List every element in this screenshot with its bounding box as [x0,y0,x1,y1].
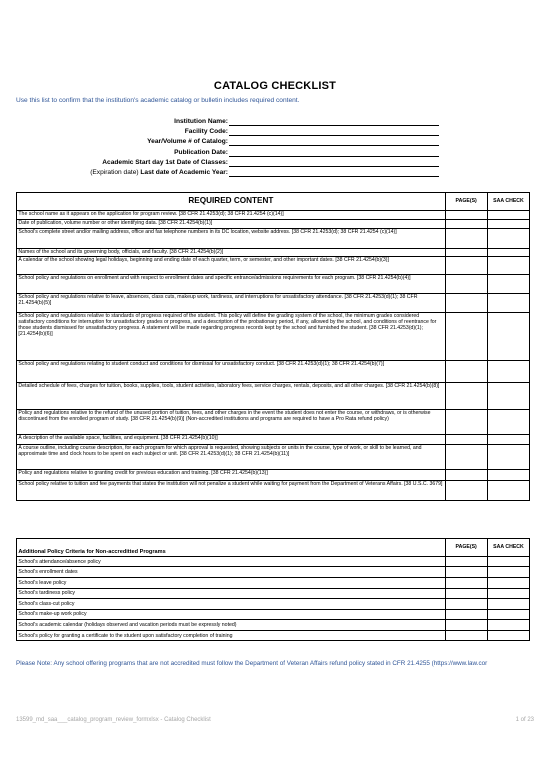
saa-check-cell[interactable] [487,480,530,500]
requirement-text: School policy and regulations on enrollment and with respect to enrollment dates and specific entrance/admissions requirements for each program. [38 CFR 21.4254(b)(4)] [17,274,446,293]
saa-check-cell[interactable] [487,469,530,480]
table-row [17,434,530,444]
info-label [174,118,228,125]
saa-check-column-header: SAA CHECK [487,539,530,557]
info-label-prefix: (Expiration date) [90,168,141,176]
info-row [0,158,550,168]
saa-check-column-header: SAA CHECK [487,193,530,211]
saa-check-cell[interactable] [487,434,530,444]
table-header-row [17,193,530,211]
requirement-text: School policy and regulations relative to leave, absences, class cuts, makeup work, tardiness, and interruptions for unsatisfactory attendance. [38 CFR 21.4253(d)(1); 38 CFR 21.4254(b)(5)] [17,293,446,312]
footer-page-number: 1 of 23 [515,717,534,723]
table-row [17,567,530,578]
info-label-text: Institution Name: [174,118,228,125]
saa-check-cell[interactable] [487,312,530,360]
requirement-text: Policy and regulations relative to granting credit for previous education and training. [38 CFR 21.4254(b)(13)] [17,469,446,480]
info-input-line[interactable] [229,145,439,146]
pages-cell[interactable] [445,256,487,274]
table-row [17,588,530,599]
info-row [0,168,550,178]
saa-check-cell[interactable] [487,620,530,631]
requirement-text: A description of the available space, facilities, and equipment. [38 CFR 21.4254(b)(10)] [17,434,446,444]
table-row [17,274,530,293]
info-input-line[interactable] [229,135,439,136]
pages-cell[interactable] [445,609,487,620]
institution-info-block [0,117,550,178]
saa-check-cell[interactable] [487,409,530,434]
info-input-line[interactable] [229,156,439,157]
pages-cell[interactable] [445,274,487,293]
requirement-text: The school name as it appears on the application for program review. [38 CFR 21.4253(d); 38 CFR 21.4254 (c)(14)] [17,210,446,219]
policy-criteria-text: School's enrollment dates [17,567,446,578]
saa-check-cell[interactable] [487,274,530,293]
policy-criteria-text: School's tardiness policy [17,588,446,599]
table-row [17,620,530,631]
saa-check-cell[interactable] [487,256,530,274]
pages-cell[interactable] [445,567,487,578]
pages-cell[interactable] [445,599,487,610]
policy-criteria-text: School's make-up work policy [17,609,446,620]
info-label-text: Year/Volume # of Catalog: [147,138,228,146]
pages-cell[interactable] [445,360,487,382]
info-label-text: Last date of Academic Year: [140,168,228,176]
pages-cell[interactable] [445,228,487,248]
requirement-text: A calendar of the school showing legal holidays, beginning and ending date of each quarter, term, or semester, and other important dates. [38 CFR 21.4254(b)(3)] [17,256,446,274]
policy-criteria-text: School's class-cut policy [17,599,446,610]
table-row [17,228,530,248]
pages-cell[interactable] [445,409,487,434]
pages-cell[interactable] [445,588,487,599]
pages-cell[interactable] [445,556,487,567]
page-title: CATALOG CHECKLIST [213,80,337,92]
saa-check-cell[interactable] [487,444,530,469]
table-row [17,219,530,228]
pages-cell[interactable] [445,248,487,256]
saa-check-cell[interactable] [487,588,530,599]
info-row [0,148,550,158]
info-input-line[interactable] [229,166,439,167]
info-label [90,169,228,176]
pages-cell[interactable] [445,577,487,588]
additional-policy-table [16,538,530,641]
table-header-row [17,539,530,557]
pages-cell[interactable] [445,219,487,228]
required-content-table [16,192,530,501]
table-row [17,630,530,641]
saa-check-cell[interactable] [487,360,530,382]
info-label-text: Academic Start day 1st Date of Classes: [102,158,228,166]
table-row [17,382,530,409]
saa-check-cell[interactable] [487,248,530,256]
info-row [0,117,550,127]
requirement-text: School's complete street and/or mailing address, office and fax telephone numbers in its DC location, website address. [38 CFR 21.4253(d); 38 CFR 21.4254 (c)(14)] [17,228,446,248]
table-row [17,256,530,274]
pages-cell[interactable] [445,210,487,219]
info-input-line[interactable] [229,176,439,177]
page-subtitle: Use this list to confirm that the institution's academic catalog or bulletin includes required content. [16,97,300,104]
pages-cell[interactable] [445,434,487,444]
table-row [17,312,530,360]
pages-cell[interactable] [445,630,487,641]
table-row [17,556,530,567]
saa-check-cell[interactable] [487,556,530,567]
pages-cell[interactable] [445,312,487,360]
saa-check-cell[interactable] [487,599,530,610]
policy-criteria-text: School's policy for granting a certificate to the student upon satisfactory completion of training [17,630,446,641]
saa-check-cell[interactable] [487,228,530,248]
saa-check-cell[interactable] [487,567,530,578]
table-row [17,409,530,434]
requirement-text: School policy relative to tuition and fee payments that states the institution will not penalize a student while waiting for payment from the Department of Veterans Affairs. [38 U.S.C. 3679] [17,480,446,500]
required-content-header: REQUIRED CONTENT [17,193,446,211]
requirement-text: Date of publication, volume number or other identifying data. [38 CFR 21.4254(b)(1)] [17,219,446,228]
info-input-line[interactable] [229,125,439,126]
additional-policy-header: Additional Policy Criteria for Non-accreditted Programs [17,539,446,557]
requirement-text: Detailed schedule of fees, charges for tuition, books, supplies, tools, student activities, laboratory fees, service charges, rentals, deposits, and all other charges. [38 CFR 21.4254(b)(8)] [17,382,446,409]
table-row [17,210,530,219]
saa-check-cell[interactable] [487,577,530,588]
saa-check-cell[interactable] [487,609,530,620]
info-label [147,138,228,145]
table-row [17,609,530,620]
requirement-text: A course outline, including course description, for each program for which approval is requested, showing subjects or units in the course, type of work, or skill to be learned, and approximate time and clock hours to be spent on each subject or unit. [38 CFR 21.4253(d)(1); 38 CFR 21.4254(b)(11)] [17,444,446,469]
pages-column-header: PAGE(S) [445,539,487,557]
refund-policy-note: Please Note: Any school offering programs that are not accredited must follow the Department of Veteran Affairs refund policy stated in CFR 21.4255 (https://www.law.cor [16,660,488,667]
table-row [17,248,530,256]
info-label-text: Facility Code: [184,128,228,136]
saa-check-cell[interactable] [487,210,530,219]
pages-cell[interactable] [445,469,487,480]
pages-cell[interactable] [445,480,487,500]
requirement-text: School policy and regulations relative to standards of progress required of the student. This policy will define the grading system of the school, the minimum grades considered satisfactory conditions for interruption for unsatisfactory grades or progress, and a description of the probationary period, if any, allowed by the school, and conditions of reentrance for those students dismissed for unsatisfactory progress. A statement will be made regarding progress records kept by the school and furnished the student. [38 CFR 21.4253(d)(1); [21.4254(b)(6)] [17,312,446,360]
saa-check-cell[interactable] [487,293,530,312]
table-row [17,293,530,312]
table-row [17,599,530,610]
policy-criteria-text: School's academic calendar (holidays observed and vacation periods must be expressly noted) [17,620,446,631]
pages-cell[interactable] [445,293,487,312]
table-row [17,469,530,480]
requirement-text: Policy and regulations relative to the refund of the unused portion of tuition, fees, and other charges in the event the student does not enter the course, or withdraws, or is otherwise discontinued from the enrolled program of study. [38 CFR 21.4254(b)(9)] (Non-accredited institutions and programs are required to have a Pro Rata refund policy) [17,409,446,434]
table-row [17,480,530,500]
pages-column-header: PAGE(S) [445,193,487,211]
requirement-text: School policy and regulations relating to student conduct and conditions for dismissal for unsatisfactory conduct. [38 CFR 21.4253(d)(1); 38 CFR 21.4254(b)(7)] [17,360,446,382]
info-label [185,128,228,135]
info-label-text: Publication Date: [174,148,228,156]
saa-check-cell[interactable] [487,382,530,409]
info-label [174,149,228,156]
info-row [0,127,550,137]
pages-cell[interactable] [445,620,487,631]
saa-check-cell[interactable] [487,630,530,641]
table-row [17,360,530,382]
table-row [17,577,530,588]
table-row [17,444,530,469]
pages-cell[interactable] [445,444,487,469]
info-label [102,159,228,166]
pages-cell[interactable] [445,382,487,409]
saa-check-cell[interactable] [487,219,530,228]
policy-criteria-text: School's attendance/absence policy [17,556,446,567]
footer-filename: 13599_md_saa___catalog_program_review_formxlsx - Catalog Checklist [16,717,211,723]
policy-criteria-text: School's leave policy [17,577,446,588]
info-row [0,137,550,147]
requirement-text: Names of the school and its governing body, officials, and faculty. [38 CFR 21.4254(b)(2)] [17,248,446,256]
